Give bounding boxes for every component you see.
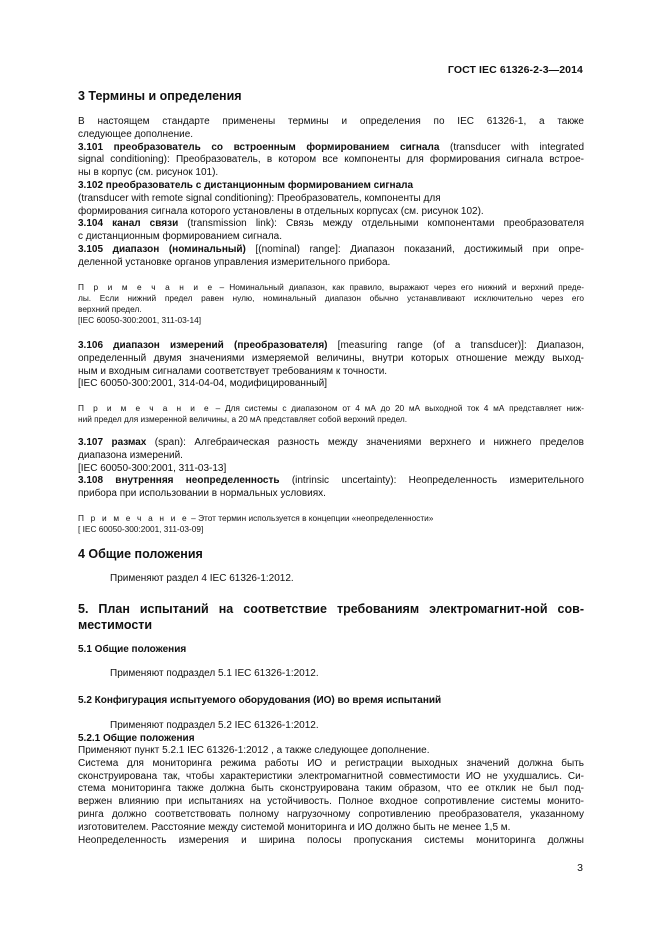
section-5-title-line-2: местимости [78,618,153,632]
section-5-2-1: 5.2.1 Общие положения Применяют пункт 5.2.1 IEC 61326-1:2012 , а также следующее дополнение. Система для мониторинга режима работы ИО и регистрации выходных значений должна быть сконструирована так, чтобы характеристики электромагнитной совместимости ИО не ухудшались. Си- стема мониторинга также должна быть сконструирована таким образом, что ее отклик не был под- вержен влиянию при испытаниях на устойчивость. Полное входное сопротивление системы монито- ринга должно соответствовать полному нагрузочному сопротивлению преобразователя, указанному изготовителем. Расстояние между системой мониторинга и ИО должно быть не менее 1,5 м. Неопределенность измерения и ширина полосы пропускания системы мониторинга должны [78,733,584,846]
term-3102-line-2: (transducer with remote signal conditioning): Преобразователь, компоненты для [78,192,441,204]
term-3101-line-3: ны в корпус (см. рисунок 101). [78,167,219,179]
term-3101-line-1: 3.101 преобразователь со встроенным формированием сигнала (transducer with integrated [78,141,585,153]
note-1: П р и м е ч а н и е – Номинальный диапазон, как правило, выражают через его нижний и верхний преде- лы. Если нижний предел равен нулю, номинальный диапазон обычно устанавливают исключительно через его верхний предел. [IEC 60050-300:2001, 311-03-14] [78,282,584,325]
section-3-title: 3 Термины и определения [78,89,242,103]
section-4-text: Применяют раздел 4 IEC 61326-1:2012. [110,573,294,584]
terms-3107-3108: 3.107 размах (span): Алгебраическая разность между значениями верхнего и нижнего пределов диапазона измерений. [IEC 60050-300:2001, 311-03-13] 3.108 внутренняя неопределенность (intrinsic uncertainty): Неопределенность измерительного прибора при использовании в нормальных условиях. [78,437,584,500]
term-3104-line-2: с дистанционным формированием сигнала. [78,231,283,243]
section-3-body [78,116,584,270]
section-5-1-text: Применяют подраздел 5.1 IEC 61326-1:2012. [110,668,319,679]
term-3106: 3.106 диапазон измерений (преобразователя) [measuring range (of a transducer)]: Диапазон, определенный двумя значениями измеряемой величины, внутри которых отношение между выход- ным и входным сигналами соответствует требованиям к точности. [IEC 60050-300:2001, 314-04-04, модифицированный] [78,340,584,390]
section-5-2-title: 5.2 Конфигурация испытуемого оборудования (ИО) во время испытаний [78,695,442,706]
term-3105-line-2: деленной установке органов управления измерительного прибора. [78,256,391,268]
term-3102-line-3: формирования сигнала которого установлены в отдельных корпусах (см. рисунок 102). [78,205,484,217]
intro-line-2: следующее дополнение. [78,128,194,140]
standard-header: ГОСТ IEC 61326-2-3—2014 [447,64,583,76]
section-5-1-title: 5.1 Общие положения [78,644,187,655]
intro-line-1: В настоящем стандарте применены термины и определения по IEC 61326-1, а также [78,116,584,127]
term-3101-line-2: signal conditioning): Преобразователь, в котором все компоненты для формирования сигнала встрое- [78,154,584,166]
section-5-title-line-1: 5. План испытаний на соответствие требованиям электромагнит-ной сов- [78,602,584,616]
section-5-2-text: Применяют подраздел 5.2 IEC 61326-1:2012. [110,720,319,731]
section-4-title: 4 Общие положения [78,547,203,561]
note-2: П р и м е ч а н и е – Для системы с диапазоном от 4 мА до 20 мА выходной ток 4 мА представляет ниж- ний предел для измеренной величины, а 20 мА представляет собой верхний предел. [78,403,584,424]
term-3102-title: 3.102 преобразователь с дистанционным формированием сигнала [78,179,414,191]
term-3105-line-1: 3.105 диапазон (номинальный) [(nominal) range]: Диапазон показаний, достижимый при опре- [78,243,584,255]
term-3104-line-1: 3.104 канал связи (transmission link): Связь между отдельными компонентами преобразователя [78,218,584,230]
note-3: П р и м е ч а н и е – Этот термин используется в концепции «неопределенности» [ IEC 60050-300:2001, 311-03-09] [78,513,434,534]
page-number: 3 [577,862,583,874]
